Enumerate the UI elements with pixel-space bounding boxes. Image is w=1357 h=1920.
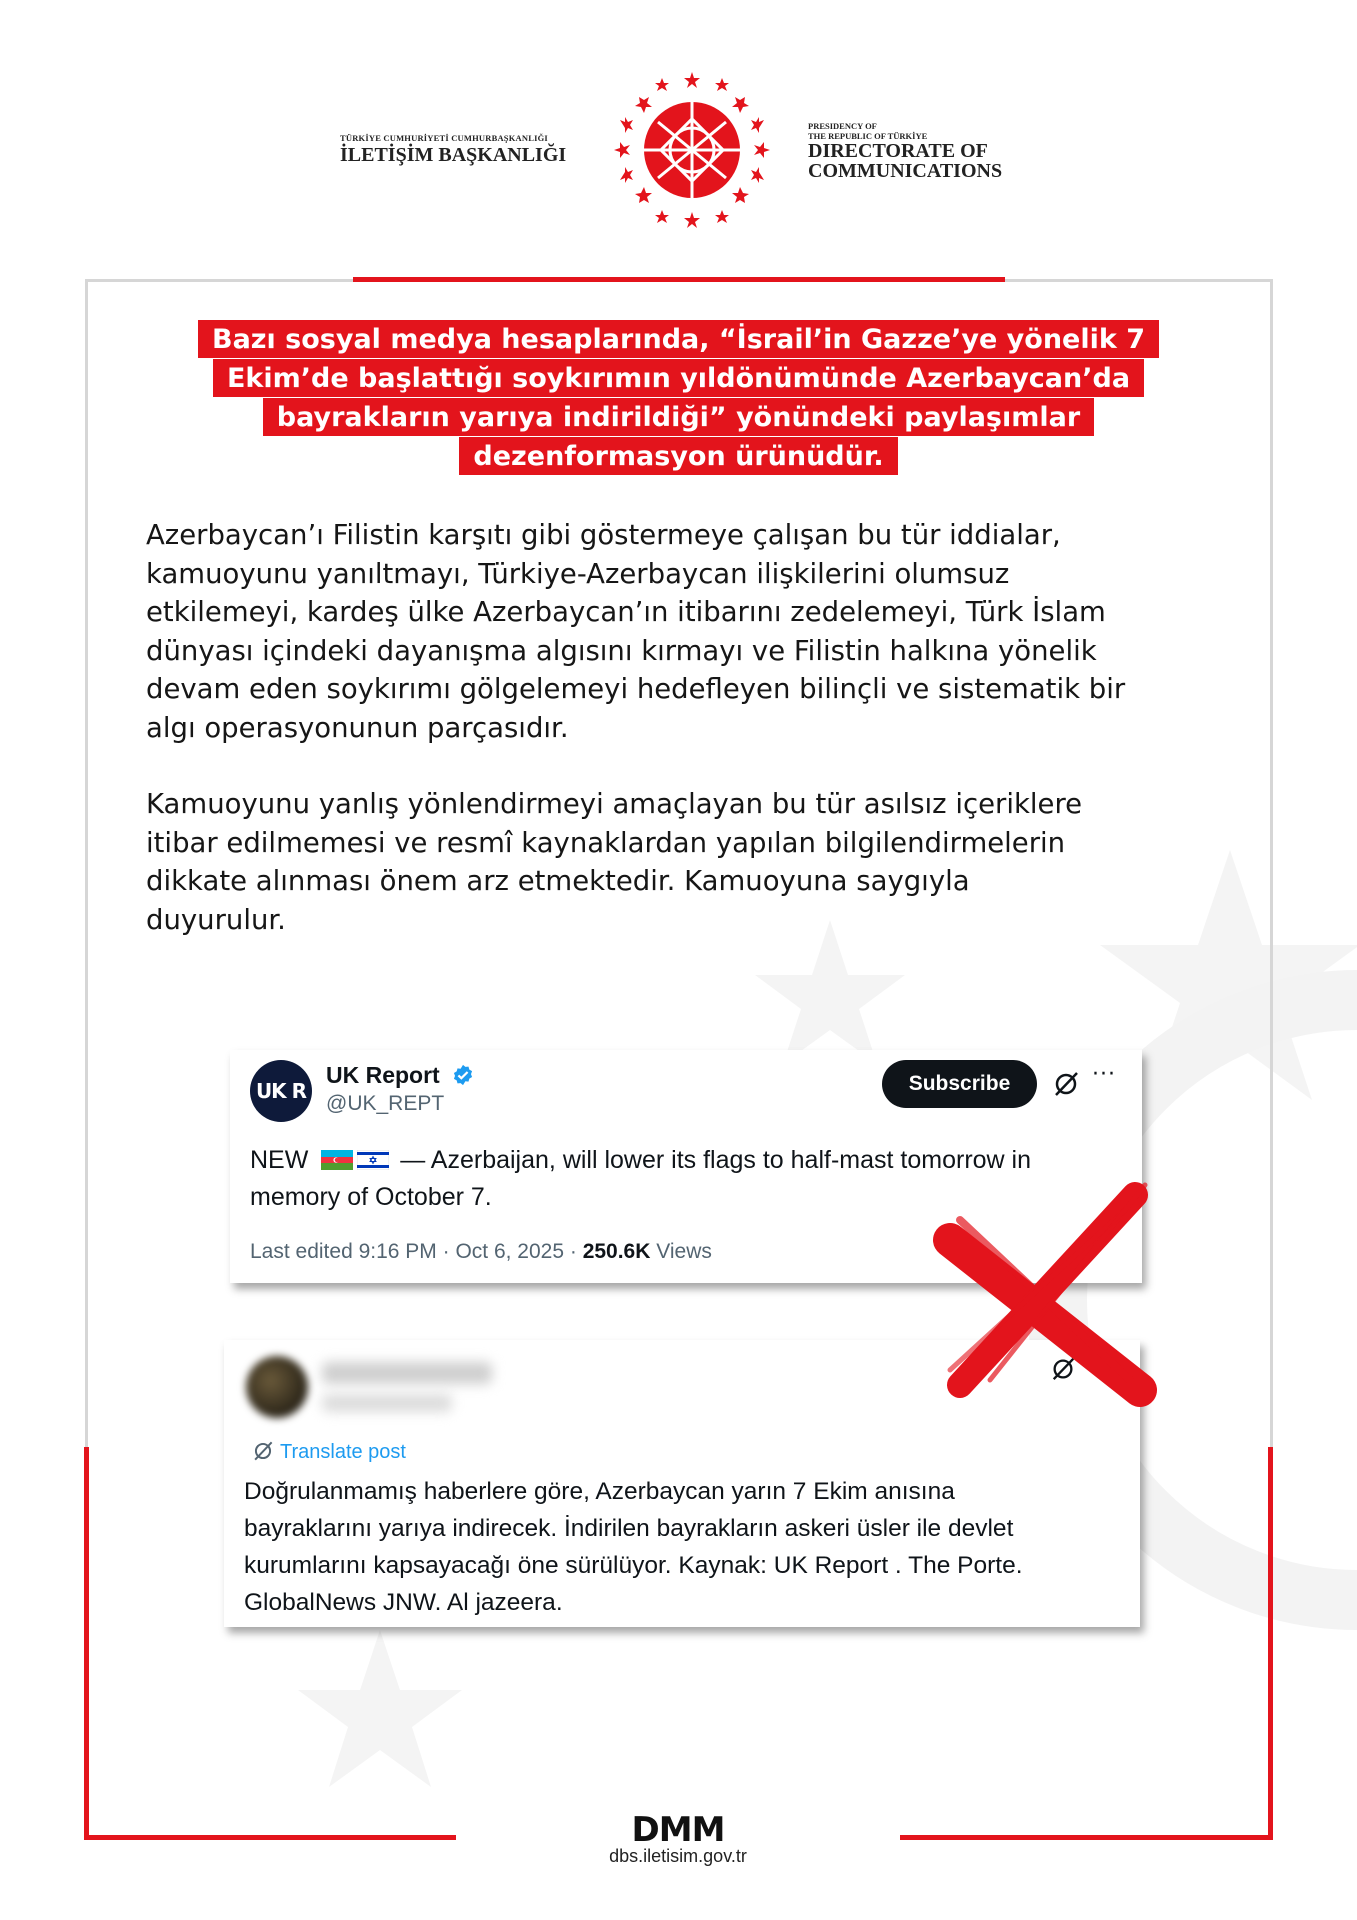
- frame-left-line: [85, 279, 88, 1449]
- tweet-body-line: bayraklarını yarıya indirecek. İndirilen bayrakların askeri üsler ile devlet: [244, 1515, 1014, 1542]
- dmm-logo: DMM: [631, 1810, 725, 1850]
- tweet-meta: [250, 1240, 712, 1264]
- frame-right-line: [1270, 279, 1273, 1449]
- header-left-block: [340, 133, 566, 167]
- headline-line-4: dezenformasyon ürünüdür.: [459, 437, 897, 475]
- blurred-avatar: [246, 1356, 308, 1418]
- frame-right-red-line: [1268, 1447, 1273, 1839]
- frame-top-left-line: [85, 279, 355, 282]
- tweet-body-line: Doğrulanmamış haberlere göre, Azerbaycan yarın 7 Ekim anısına: [244, 1478, 955, 1505]
- header-right-title-1: DIRECTORATE OF: [808, 140, 988, 162]
- presidency-emblem-icon: [612, 70, 772, 230]
- subscribe-button[interactable]: Subscribe: [882, 1060, 1037, 1108]
- paragraph-1: [146, 516, 1226, 747]
- translate-post-label: Translate post: [280, 1441, 406, 1463]
- headline-line-1: Bazı sosyal medya hesaplarında, “İsrail’in Gazze’ye yönelik 7: [198, 320, 1159, 358]
- headline-line-2: Ekim’de başlattığı soykırımın yıldönümünde Azerbaycan’da: [213, 359, 1144, 397]
- frame-left-red-line: [84, 1447, 89, 1839]
- paragraph-1-line: kamuoyunu yanıltmayı, Türkiye-Azerbaycan ilişkilerini olumsuz: [146, 557, 1010, 590]
- tweet-body-line-2: memory of October 7.: [250, 1183, 492, 1211]
- grok-icon[interactable]: [1052, 1070, 1080, 1098]
- headline-line-3: bayrakların yarıya indirildiği” yönündeki paylaşımlar: [263, 398, 1094, 436]
- tweet-author-name-text: UK Report: [326, 1062, 440, 1088]
- israel-flag-icon: [357, 1150, 389, 1170]
- paragraph-2-line: Kamuoyunu yanlış yönlendirmeyi amaçlayan bu tür asılsız içeriklere: [146, 788, 1083, 820]
- footer-url[interactable]: dbs.iletisim.gov.tr: [609, 1846, 747, 1866]
- avatar[interactable]: UK R: [250, 1060, 312, 1122]
- frame-bottom-left-red-line: [84, 1835, 456, 1840]
- frame-top-red-line: [353, 277, 1005, 282]
- frame-bottom-right-red-line: [900, 1835, 1273, 1840]
- translate-post-link[interactable]: [252, 1440, 406, 1464]
- blurred-author-handle: [322, 1394, 452, 1412]
- header-left-subtitle: TÜRKİYE CUMHURİYETİ CUMHURBAŞKANLIĞI: [340, 133, 548, 143]
- header-left-title: İLETİŞİM BAŞKANLIĞI: [340, 144, 567, 166]
- tweet-body-prefix: NEW: [250, 1146, 309, 1174]
- more-options-icon[interactable]: ···: [1092, 1062, 1116, 1087]
- tweet-body-line-1: — Azerbaijan, will lower its flags to half-mast tomorrow in: [393, 1146, 1032, 1174]
- tweet-views-count: 250.6K: [582, 1240, 651, 1263]
- paragraph-1-line: devam eden soykırımı gölgelemeyi hedefleyen bilinçli ve sistematik bir: [146, 673, 1126, 705]
- paragraph-2-line: dikkate alınması önem arz etmektedir. Kamuoyuna saygıyla: [146, 865, 970, 897]
- tweet-body: [250, 1142, 1031, 1216]
- paragraph-1-line: dünyası içindeki dayanışma algısını kırmayı ve Filistin halkına yönelik: [146, 634, 1097, 667]
- headline-block: [142, 320, 1215, 476]
- tweet-meta-date[interactable]: Last edited 9:16 PM · Oct 6, 2025 ·: [250, 1240, 583, 1263]
- tweet-views-label: Views: [650, 1240, 712, 1263]
- tweet-author-handle[interactable]: @UK_REPT: [326, 1092, 445, 1115]
- header-right-subtitle-2: THE REPUBLIC OF TÜRKİYE: [808, 131, 928, 141]
- tweet-body-line: GlobalNews JNW. Al jazeera.: [244, 1589, 563, 1616]
- paragraph-2-line: duyurulur.: [146, 903, 286, 936]
- paragraph-1-line: etkilemeyi, kardeş ülke Azerbaycan’ın itibarını zedelemeyi, Türk İslam: [146, 596, 1106, 628]
- paragraph-1-line: Azerbaycan’ı Filistin karşıtı gibi göstermeye çalışan bu tür iddialar,: [146, 519, 1061, 551]
- frame-top-right-line: [1005, 279, 1273, 282]
- red-cross-mark-icon: [930, 1180, 1160, 1410]
- blurred-author-name: [322, 1362, 492, 1384]
- header-right-subtitle-1: PRESIDENCY OF: [808, 121, 877, 131]
- header-right-title-2: COMMUNICATIONS: [808, 160, 1003, 182]
- paragraph-2: [146, 785, 1226, 939]
- header-right-block: [808, 121, 1002, 181]
- verified-badge-icon: [452, 1064, 474, 1086]
- tweet-author-name[interactable]: [326, 1062, 474, 1089]
- paragraph-1-line: algı operasyonunun parçasıdır.: [146, 711, 569, 744]
- paragraph-2-line: itibar edilmemesi ve resmî kaynaklardan yapılan bilgilendirmelerin: [146, 826, 1066, 859]
- azerbaijan-flag-icon: [321, 1150, 353, 1170]
- grok-icon: [252, 1440, 274, 1462]
- tweet-body: [244, 1473, 1023, 1621]
- tweet-body-line: kurumlarını kapsayacağı öne sürülüyor. Kaynak: UK Report . The Porte.: [244, 1552, 1023, 1579]
